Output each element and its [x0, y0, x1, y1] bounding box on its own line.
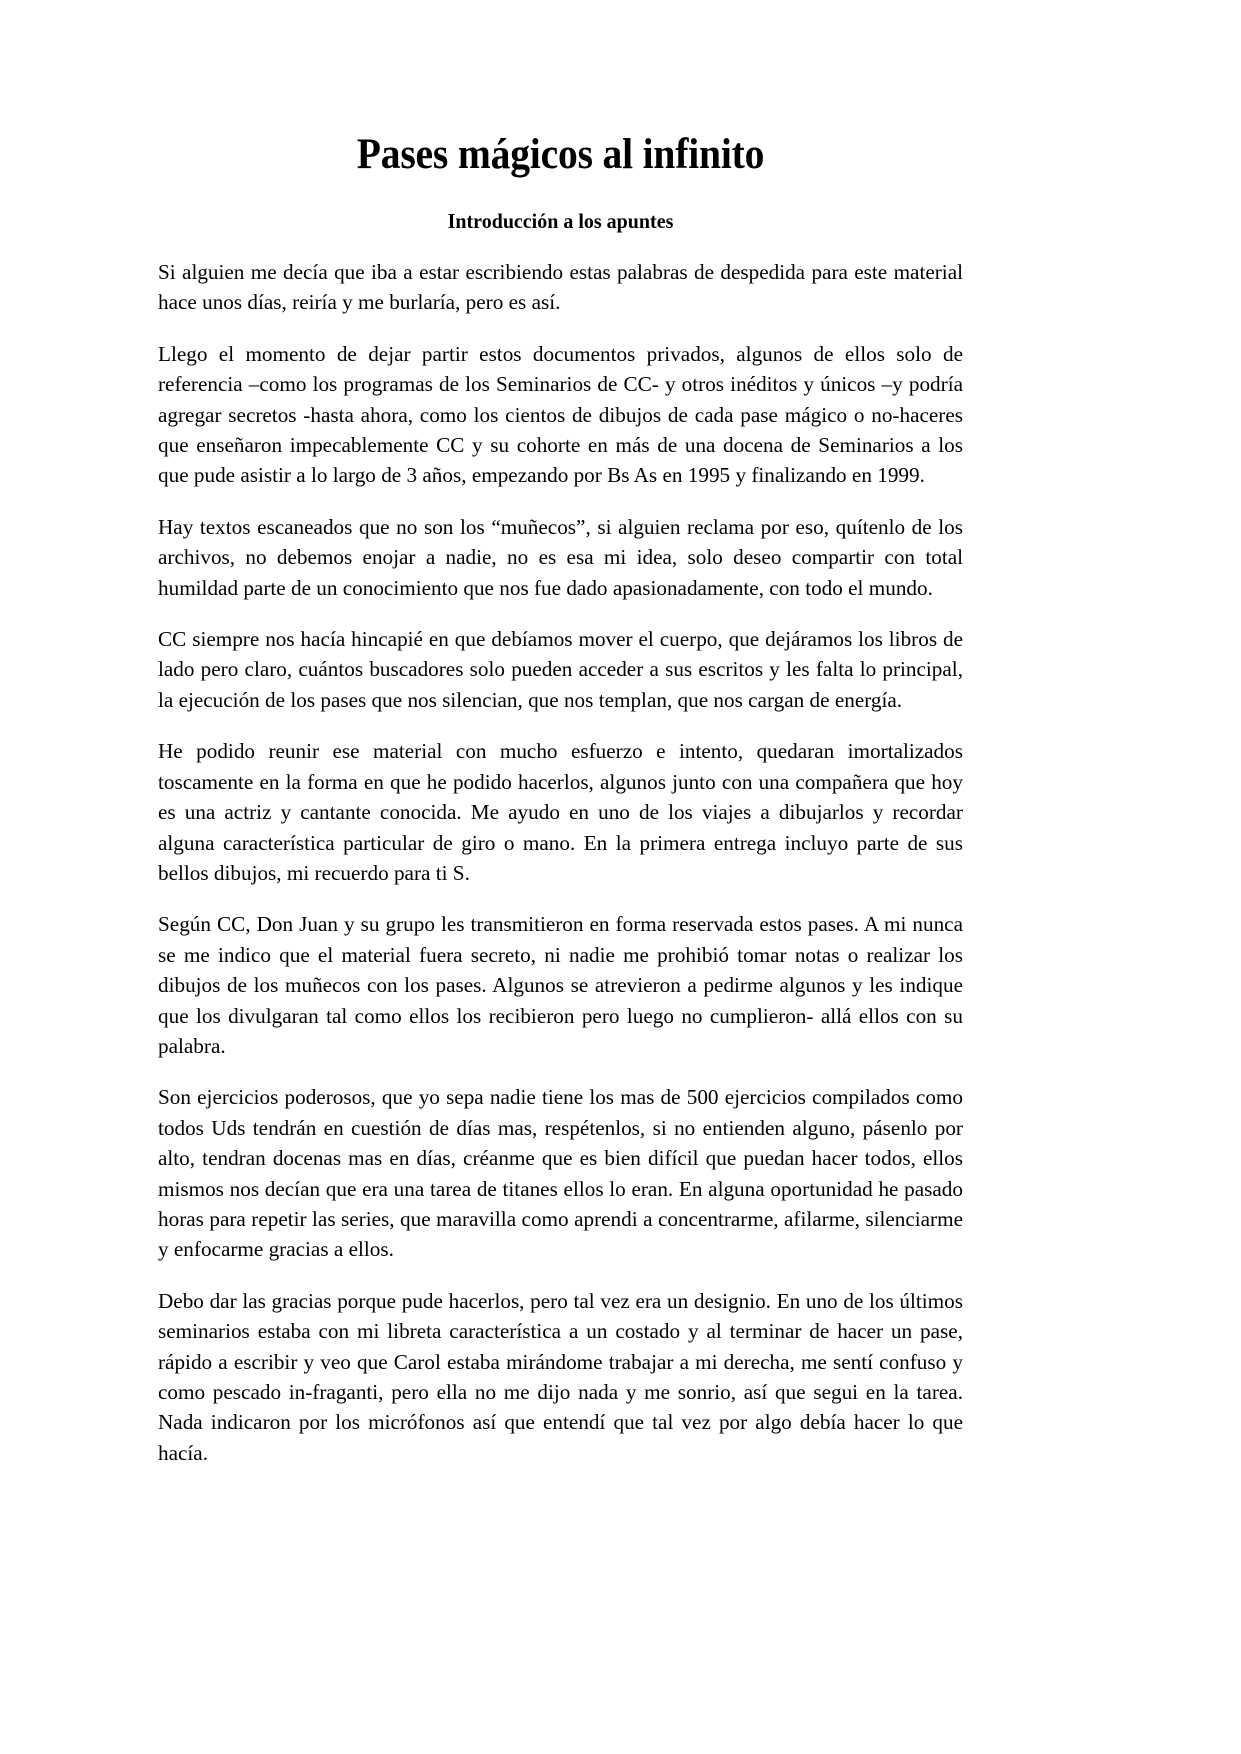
paragraph: CC siempre nos hacía hincapié en que debíamos mover el cuerpo, que dejáramos los libros de lado pero claro, cuántos buscadores solo pueden acceder a sus escritos y les falta lo principal, la ejecución de los pases que nos silencian, que nos templan, que nos cargan de energía. — [158, 627, 963, 712]
page-title: Pases mágicos al infinito — [356, 131, 765, 178]
document-subtitle: Introducción a los apuntes — [447, 209, 674, 233]
paragraph: Son ejercicios poderosos, que yo sepa nadie tiene los mas de 500 ejercicios compilados como todos Uds tendrán en cuestión de días mas, respétenlos, si no entienden alguno, pásenlo por alto, tendran docenas mas en días, créanme que es bien difícil que puedan hacer todos, ellos mismos nos decían que era una tarea de titanes ellos lo eran. En alguna oportunidad he pasado horas para repetir las series, que maravilla como aprendi a concentrarme, afilarme, silenciarme y enfocarme gracias a ellos. — [158, 1085, 963, 1262]
paragraph: Llego el momento de dejar partir estos documentos privados, algunos de ellos solo de referencia –como los programas de los Seminarios de CC- y otros inéditos y únicos –y podría agregar secretos -hasta ahora, como los cientos de dibujos de cada pase mágico o no-haceres que enseñaron impecablemente CC y su cohorte en más de una docena de Seminarios a los que pude asistir a lo largo de 3 años, empezando por Bs As en 1995 y finalizando en 1999. — [158, 341, 963, 488]
paragraph: Si alguien me decía que iba a estar escribiendo estas palabras de despedida para este material hace unos días, reiría y me burlaría, pero es así. — [158, 260, 963, 315]
paragraph: Según CC, Don Juan y su grupo les transmitieron en forma reservada estos pases. A mi nunca se me indico que el material fuera secreto, ni nadie me prohibió tomar notas o realizar los dibujos de los muñecos con los pases. Algunos se atrevieron a pedirme algunos y les indique que los divulgaran tal como ellos los recibieron pero luego no cumplieron- allá ellos con su palabra. — [158, 912, 963, 1058]
body-text — [158, 257, 963, 1468]
paragraph: Debo dar las gracias porque pude hacerlos, pero tal vez era un designio. En uno de los últimos seminarios estaba con mi libreta característica a un costado y al terminar de hacer un pase, rápido a escribir y veo que Carol estaba mirándome trabajar a mi derecha, me sentí confuso y como pescado in-fraganti, pero ella no me dijo nada y me sonrio, así que segui en la tarea. Nada indicaron por los micrófonos así que entendí que tal vez por algo debía hacer lo que hacía. — [158, 1288, 963, 1465]
paragraph: Hay textos escaneados que no son los “muñecos”, si alguien reclama por eso, quítenlo de los archivos, no debemos enojar a nadie, no es esa mi idea, solo deseo compartir con total humildad parte de un conocimiento que nos fue dado apasionadamente, con todo el mundo. — [158, 514, 963, 600]
paragraph: He podido reunir ese material con mucho esfuerzo e intento, quedaran imortalizados toscamente en la forma en que he podido hacerlos, algunos junto con una compañera que hoy es una actriz y cantante conocida. Me ayudo en uno de los viajes a dibujarlos y recordar alguna característica particular de giro o mano. En la primera entrega incluyo parte de sus bellos dibujos, mi recuerdo para ti S. — [158, 739, 963, 885]
